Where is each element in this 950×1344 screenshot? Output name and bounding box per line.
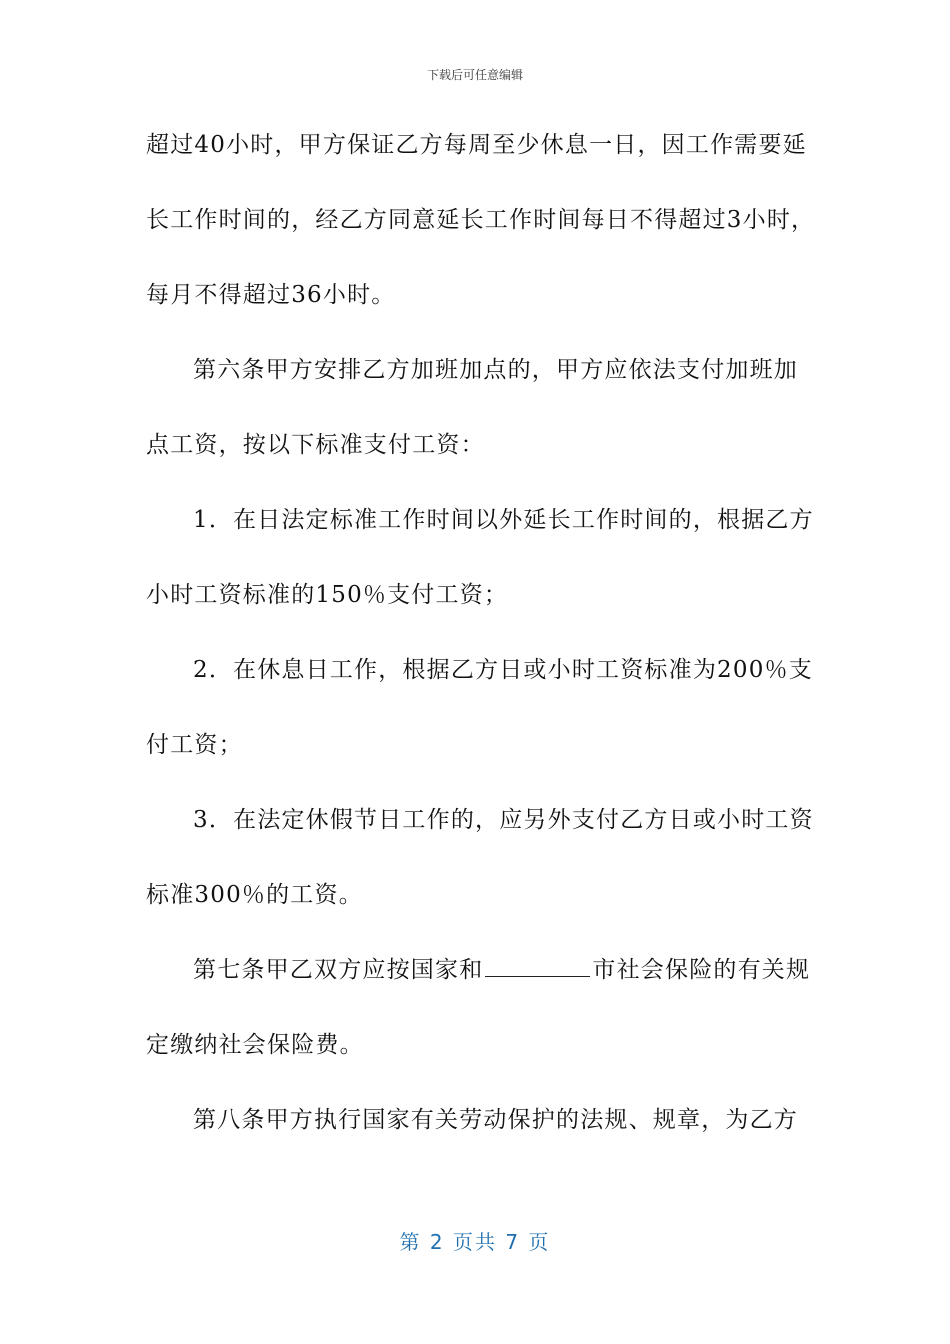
text-line: 小时工资标准的150％支付工资； (146, 582, 509, 608)
text-line: 长工作时间的，经乙方同意延长工作时间每日不得超过3小时， (146, 207, 816, 233)
text-line: 第八条甲方执行国家有关劳动保护的法规、规章，为乙方 (193, 1107, 798, 1133)
text-segment: 第七条甲乙双方应按国家和 (193, 957, 484, 983)
page-number-footer: 第 2 页共 7 页 (399, 1230, 551, 1254)
text-segment: 市社会保险的有关规 (592, 957, 811, 983)
text-line: 第六条甲方安排乙方加班加点的，甲方应依法支付加班加 (193, 357, 798, 383)
text-line: 定缴纳社会保险费。 (146, 1032, 364, 1058)
fill-in-blank (485, 956, 590, 977)
text-line: 每月不得超过36小时。 (146, 282, 396, 308)
text-line: 3．在法定休假节日工作的，应另外支付乙方日或小时工资 (193, 807, 814, 833)
page-header-note: 下载后可任意编辑 (426, 68, 523, 82)
text-line-with-blank (193, 956, 810, 984)
text-line: 2．在休息日工作，根据乙方日或小时工资标准为200％支 (193, 657, 813, 683)
text-line: 点工资，按以下标准支付工资： (146, 432, 485, 458)
text-line: 付工资； (146, 732, 243, 758)
text-line: 标准300％的工资。 (146, 882, 363, 908)
text-line: 1．在日法定标准工作时间以外延长工作时间的，根据乙方 (193, 507, 814, 533)
text-line: 超过40小时，甲方保证乙方每周至少休息一日，因工作需要延 (146, 132, 807, 158)
